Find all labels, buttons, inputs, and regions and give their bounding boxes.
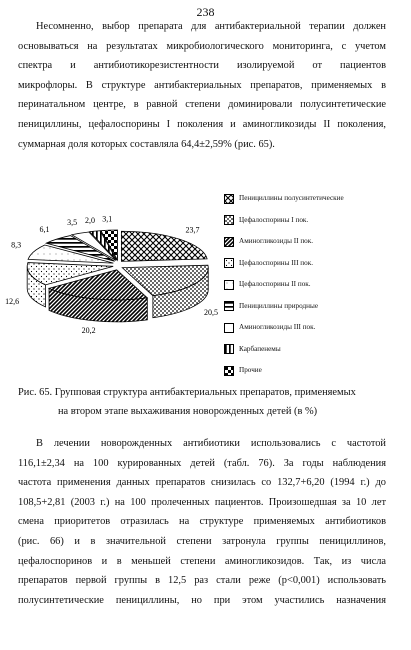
legend-item	[224, 360, 404, 382]
text-line: микрофлоры. В структуре антибактериальных препаратов, применяемых в	[18, 79, 386, 91]
legend-label: Цефалоспорины III пок.	[239, 258, 313, 267]
pie-value-label: 20,5	[203, 308, 218, 318]
legend-item	[224, 296, 404, 318]
legend-swatch-icon	[224, 194, 234, 204]
legend-item	[224, 339, 404, 361]
text-line: 108,5+2,81 (2003 г.) на 100 пролеченных пациентов. Произошедшая за 10 лет	[18, 496, 386, 508]
legend-swatch-icon	[224, 344, 234, 354]
legend-label: Цефалоспорины I пок.	[239, 215, 309, 224]
figure-caption	[18, 383, 388, 421]
legend-label: Карбапенемы	[239, 344, 281, 353]
text-line: Несомненно, выбор препарата для антибактериальной терапии должен	[36, 21, 386, 32]
text-line: частота применения данных препаратов снизилась со 132,7+6,20 (1994 г.) до	[18, 477, 386, 489]
text-line: суммарная доля которых составляла 64,4±2,59% (рис. 65).	[18, 138, 275, 150]
legend-item	[224, 317, 404, 339]
paragraph-intro	[18, 17, 386, 154]
chart-legend	[224, 188, 404, 382]
pie-value-label: 8,3	[11, 240, 22, 250]
legend-item	[224, 210, 404, 232]
legend-label: Пенициллины природные	[239, 301, 319, 310]
text-line: пенициллины, цефалоспорины I поколения и аминогликозиды II поколения,	[18, 118, 386, 130]
pie-slice	[121, 231, 207, 261]
caption-line: Рис. 65. Групповая структура антибактериальных препаратов, применяемых	[18, 387, 356, 398]
legend-label: Аминогликозиды III пок.	[239, 323, 316, 332]
pie-value-label: 3,1	[102, 214, 113, 224]
caption-line: на втором этапе выхаживания новорожденных детей (в %)	[58, 406, 318, 418]
legend-swatch-icon	[224, 237, 234, 247]
pie-value-label: 20,2	[81, 326, 96, 336]
text-line: полусинтетические пенициллины, но при этом участились назначения	[18, 594, 386, 606]
legend-label: Прочие	[239, 366, 262, 375]
legend-swatch-icon	[224, 366, 234, 376]
legend-item	[224, 188, 404, 210]
legend-swatch-icon	[224, 301, 234, 311]
paragraph-body	[18, 434, 386, 610]
legend-swatch-icon	[224, 215, 234, 225]
pie-value-label: 12,6	[5, 297, 20, 307]
text-line: препаратов первой группы в 12,5 раз стали реже (p<0,001) использовать	[18, 575, 386, 587]
page-number: 238	[196, 5, 215, 19]
legend-label: Цефалоспорины II пок.	[239, 280, 311, 289]
text-line: (рис. 66) и в значительной степени затронула группы пенициллинов,	[18, 535, 386, 547]
legend-item	[224, 231, 404, 253]
legend-swatch-icon	[224, 258, 234, 268]
pie-value-label: 3,5	[67, 218, 78, 228]
text-line: перинатальном центре, в равной степени доминировали полусинтетические	[18, 99, 386, 111]
text-line: спектра и антибиотикорезистентности изолируемой от пациентов	[18, 60, 386, 72]
legend-swatch-icon	[224, 323, 234, 333]
pie-tops	[27, 230, 208, 300]
legend-item	[224, 274, 404, 296]
text-line: смена приоритетов отразилась на структуре применяемых антибиотиков	[18, 516, 386, 528]
legend-item	[224, 253, 404, 275]
text-line: основываться на результатах микробиологического мониторинга, с учетом	[18, 40, 386, 52]
text-line: 116,1±2,34 на 100 курированных детей (табл. 76). За годы наблюдения	[18, 457, 386, 469]
legend-label: Пенициллины полусинтетические	[239, 194, 344, 203]
pie-value-label: 6,1	[39, 225, 50, 235]
pie-value-label: 2,0	[84, 215, 95, 225]
legend-swatch-icon	[224, 280, 234, 290]
pie-value-label: 23,7	[185, 225, 200, 235]
legend-label: Аминогликозиды II пок.	[239, 237, 314, 246]
text-line: В лечении новорожденных антибиотики использовались с частотой	[36, 438, 386, 449]
text-line: цефалоспоринов и в меньшей степени аминогликозидов. Так, из числа	[18, 555, 386, 567]
